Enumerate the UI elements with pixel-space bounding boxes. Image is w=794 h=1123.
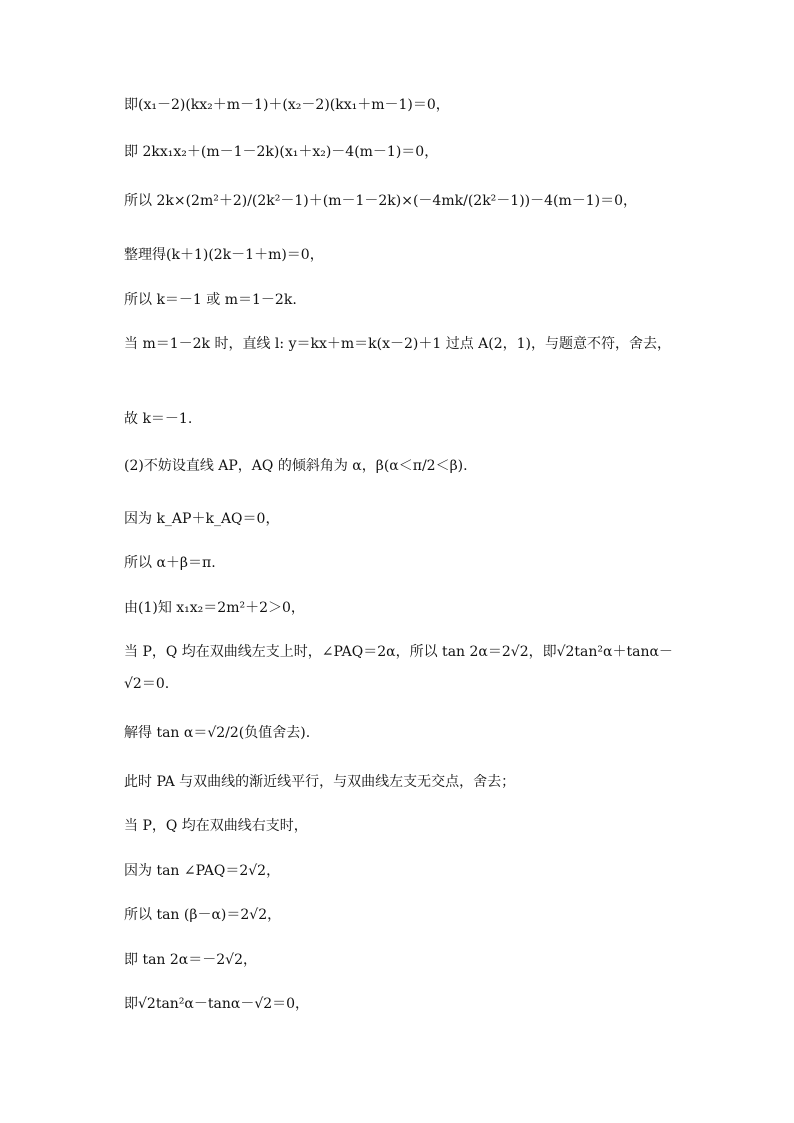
solution-line-6: 当 m＝1－2k 时，直线 l: y＝kx＋m＝k(x－2)＋1 过点 A(2，1)，与题意不符，舍去， bbox=[124, 336, 671, 352]
solution-line-5: 所以 k＝－1 或 m＝1－2k. bbox=[124, 292, 297, 308]
solution-line-4: 整理得(k＋1)(2k－1＋m)＝0， bbox=[124, 247, 324, 263]
solution-line-10: 所以 α＋β＝π. bbox=[124, 555, 216, 571]
solution-line-2: 即 2kx₁x₂＋(m－1－2k)(x₁＋x₂)－4(m－1)＝0， bbox=[124, 144, 439, 160]
solution-line-13: 解得 tan α＝√2/2(负值舍去). bbox=[124, 725, 311, 741]
solution-line-8: (2)不妨设直线 AP，AQ 的倾斜角为 α，β(α＜π/2＜β). bbox=[124, 458, 468, 474]
solution-line-16: 因为 tan ∠PAQ＝2√2， bbox=[124, 863, 281, 879]
solution-line-19: 即√2tan²α－tanα－√2＝0， bbox=[124, 996, 310, 1012]
solution-line-9: 因为 k_AP＋k_AQ＝0， bbox=[124, 511, 280, 527]
solution-line-17: 所以 tan (β－α)＝2√2， bbox=[124, 907, 282, 923]
solution-line-3: 所以 2k×(2m²＋2)/(2k²－1)＋(m－1－2k)×(－4mk/(2k²－1))－4(m－1)＝0， bbox=[124, 193, 638, 209]
solution-line-15: 当 P，Q 均在双曲线右支时， bbox=[124, 818, 308, 834]
solution-line-18: 即 tan 2α＝－2√2， bbox=[124, 952, 257, 968]
solution-line-14: 此时 PA 与双曲线的渐近线平行，与双曲线左支无交点，舍去； bbox=[124, 774, 516, 790]
solution-line-7: 故 k＝－1. bbox=[124, 411, 193, 427]
solution-line-12: 当 P，Q 均在双曲线左支上时，∠PAQ＝2α，所以 tan 2α＝2√2，即√2tan²α＋tanα－√2＝0. bbox=[124, 644, 673, 692]
solution-line-1: 即(x₁－2)(kx₂＋m－1)＋(x₂－2)(kx₁＋m－1)＝0， bbox=[124, 97, 450, 113]
solution-line-11: 由(1)知 x₁x₂＝2m²＋2＞0， bbox=[124, 600, 305, 616]
